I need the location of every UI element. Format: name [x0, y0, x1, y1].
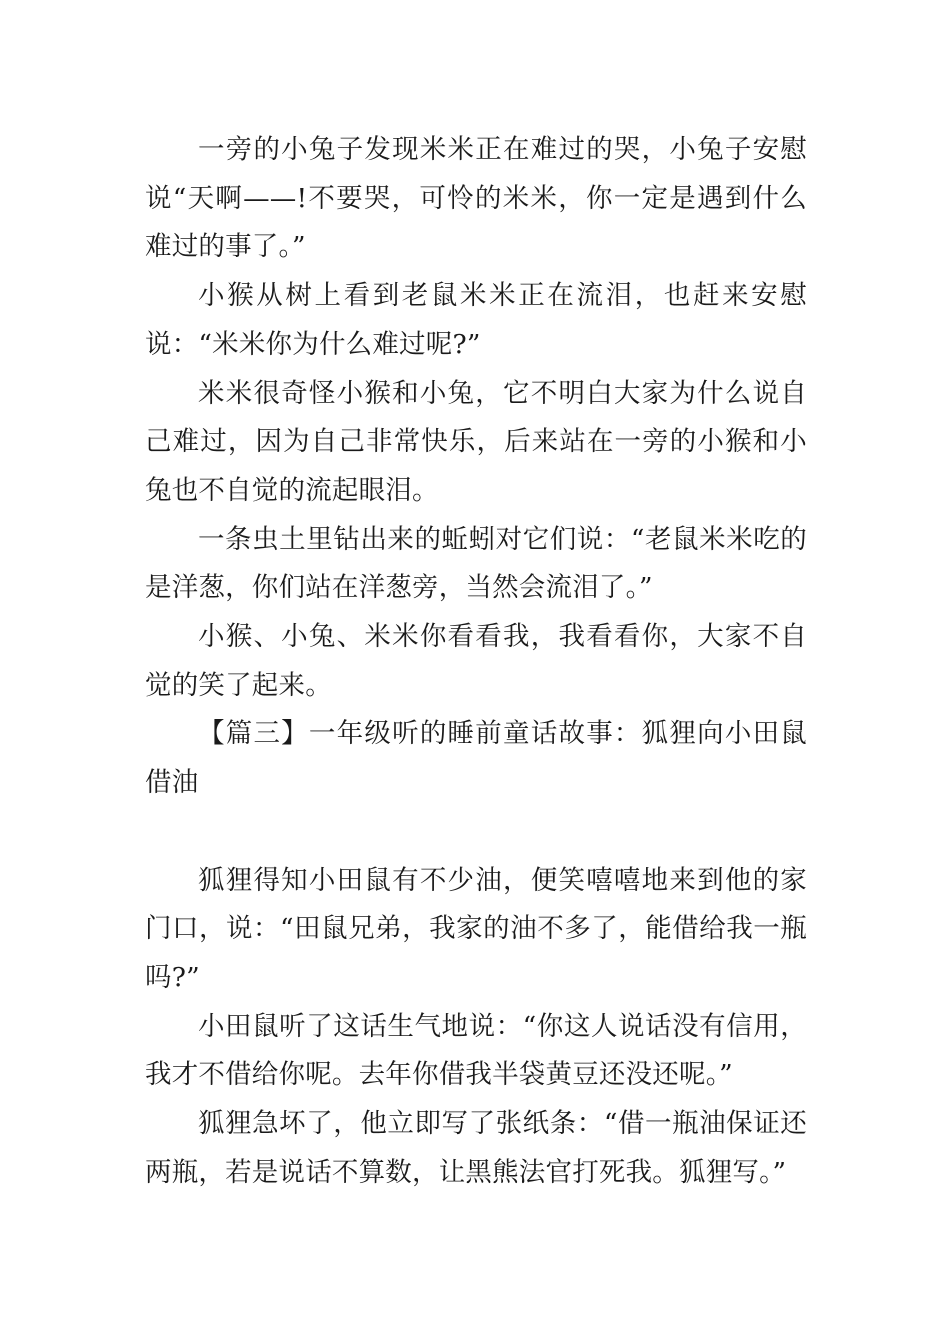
document-page	[145, 126, 807, 1197]
paragraph-everyone-laughs: 小猴、小兔、米米你看看我，我看看你，大家不自觉的笑了起来。	[145, 621, 807, 701]
paragraph-fox-asks-oil: 狐狸得知小田鼠有不少油，便笑嘻嘻地来到他的家门口，说：“田鼠兄弟，我家的油不多了，能借给我一瓶吗?”	[145, 864, 807, 993]
paragraph-mouse-refuses: 小田鼠听了这话生气地说：“你这人说话没有信用，我才不借给你呢。去年你借我半袋黄豆还没还呢。”	[145, 1010, 807, 1091]
paragraph-monkey-comforts: 小猴从树上看到老鼠米米正在流泪，也赶来安慰说：“米米你为什么难过呢?”	[145, 280, 807, 360]
paragraph-fox-writes-note: 狐狸急坏了，他立即写了张纸条：“借一瓶油保证还两瓶，若是说话不算数，让黑熊法官打死我。狐狸写。”	[145, 1108, 807, 1188]
paragraph-mimi-confused: 米米很奇怪小猴和小兔，它不明白大家为什么说自己难过，因为自己非常快乐，后来站在一旁的小猴和小兔也不自觉的流起眼泪。	[145, 377, 807, 506]
paragraph-rabbit-comforts: 一旁的小兔子发现米米正在难过的哭，小兔子安慰说“天啊——!不要哭，可怜的米米，你一定是遇到什么难过的事了。”	[145, 134, 807, 263]
paragraph-earthworm-explains: 一条虫土里钻出来的蚯蚓对它们说：“老鼠米米吃的是洋葱，你们站在洋葱旁，当然会流泪了。”	[145, 523, 807, 604]
section-heading: 【篇三】一年级听的睡前童话故事：狐狸向小田鼠借油	[145, 718, 807, 799]
blank-line	[145, 808, 807, 857]
